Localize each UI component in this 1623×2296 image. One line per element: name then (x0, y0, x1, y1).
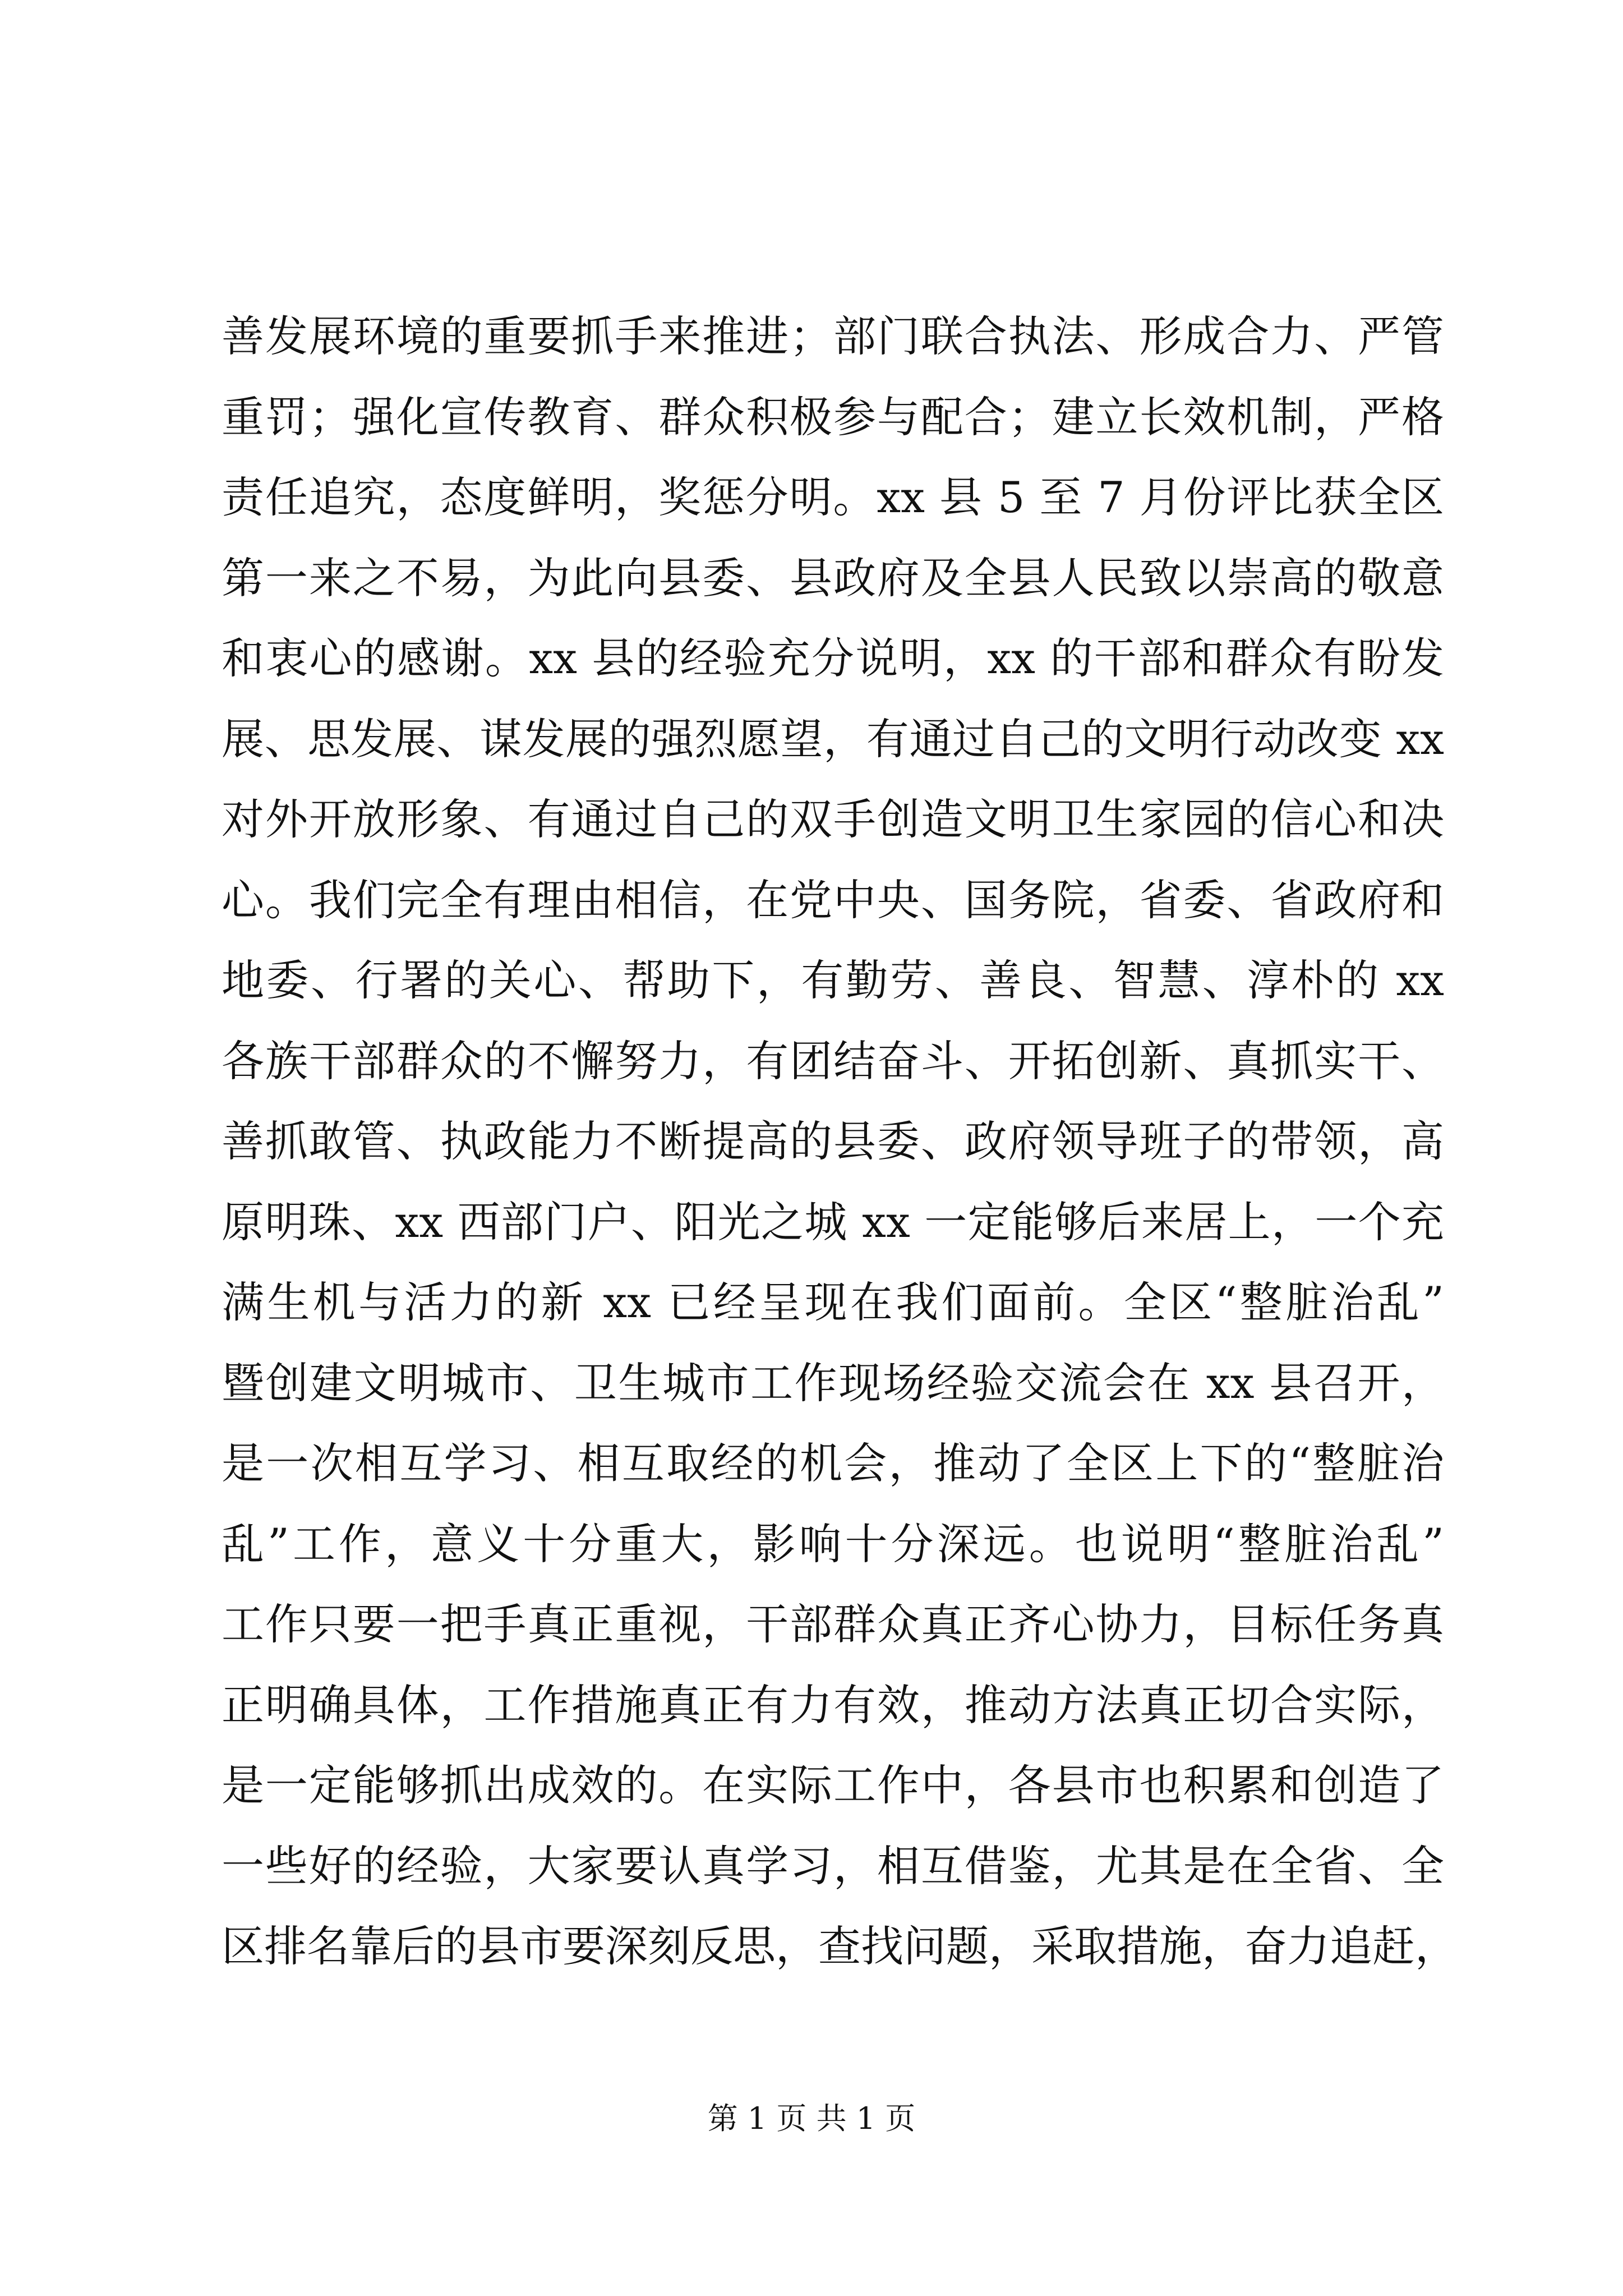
text-line: 展、思发展、谋发展的强烈愿望，有通过自己的文明行动改变 xx (222, 714, 1444, 764)
text-line: 正明确具体，工作措施真正有力有效，推动方法真正切合实际， (222, 1680, 1444, 1730)
text-line: 区排名靠后的县市要深刻反思，查找问题，采取措施，奋力追赶， (222, 1921, 1458, 1971)
text-line: 工作只要一把手真正重视，干部群众真正齐心协力，目标任务真 (222, 1599, 1444, 1649)
text-line: 满生机与活力的新 xx 已经呈现在我们面前。全区“整脏治乱” (222, 1277, 1444, 1327)
text-line: 暨创建文明城市、卫生城市工作现场经验交流会在 xx 县召开， (222, 1358, 1444, 1408)
text-line: 心。我们完全有理由相信，在党中央、国务院，省委、省政府和 (222, 875, 1444, 925)
text-line: 和衷心的感谢。xx 县的经验充分说明，xx 的干部和群众有盼发 (222, 633, 1444, 683)
page-footer: 第 1 页 共 1 页 (707, 2101, 916, 2136)
text-line: 是一定能够抓出成效的。在实际工作中，各县市也积累和创造了 (222, 1760, 1444, 1810)
text-line: 第一来之不易，为此向县委、县政府及全县人民致以崇高的敬意 (222, 553, 1444, 603)
text-line: 重罚；强化宣传教育、群众积极参与配合；建立长效机制，严格 (222, 392, 1444, 442)
text-line: 对外开放形象、有通过自己的双手创造文明卫生家园的信心和决 (222, 794, 1444, 844)
text-line: 是一次相互学习、相互取经的机会，推动了全区上下的“整脏治 (222, 1438, 1444, 1488)
text-line: 一些好的经验，大家要认真学习，相互借鉴，尤其是在全省、全 (222, 1841, 1444, 1891)
body-text (222, 296, 1458, 1987)
text-line: 地委、行署的关心、帮助下，有勤劳、善良、智慧、淳朴的 xx (222, 955, 1444, 1005)
text-line: 原明珠、xx 西部门户、阳光之城 xx 一定能够后来居上，一个充 (222, 1197, 1444, 1247)
text-line: 责任追究，态度鲜明，奖惩分明。xx 县 5 至 7 月份评比获全区 (222, 472, 1444, 522)
text-line: 善发展环境的重要抓手来推进；部门联合执法、形成合力、严管 (222, 311, 1444, 361)
text-line: 各族干部群众的不懈努力，有团结奋斗、开拓创新、真抓实干、 (222, 1036, 1444, 1086)
text-line: 善抓敢管、执政能力不断提高的县委、政府领导班子的带领，高 (222, 1116, 1444, 1166)
text-line: 乱”工作，意义十分重大，影响十分深远。也说明“整脏治乱” (222, 1519, 1444, 1569)
